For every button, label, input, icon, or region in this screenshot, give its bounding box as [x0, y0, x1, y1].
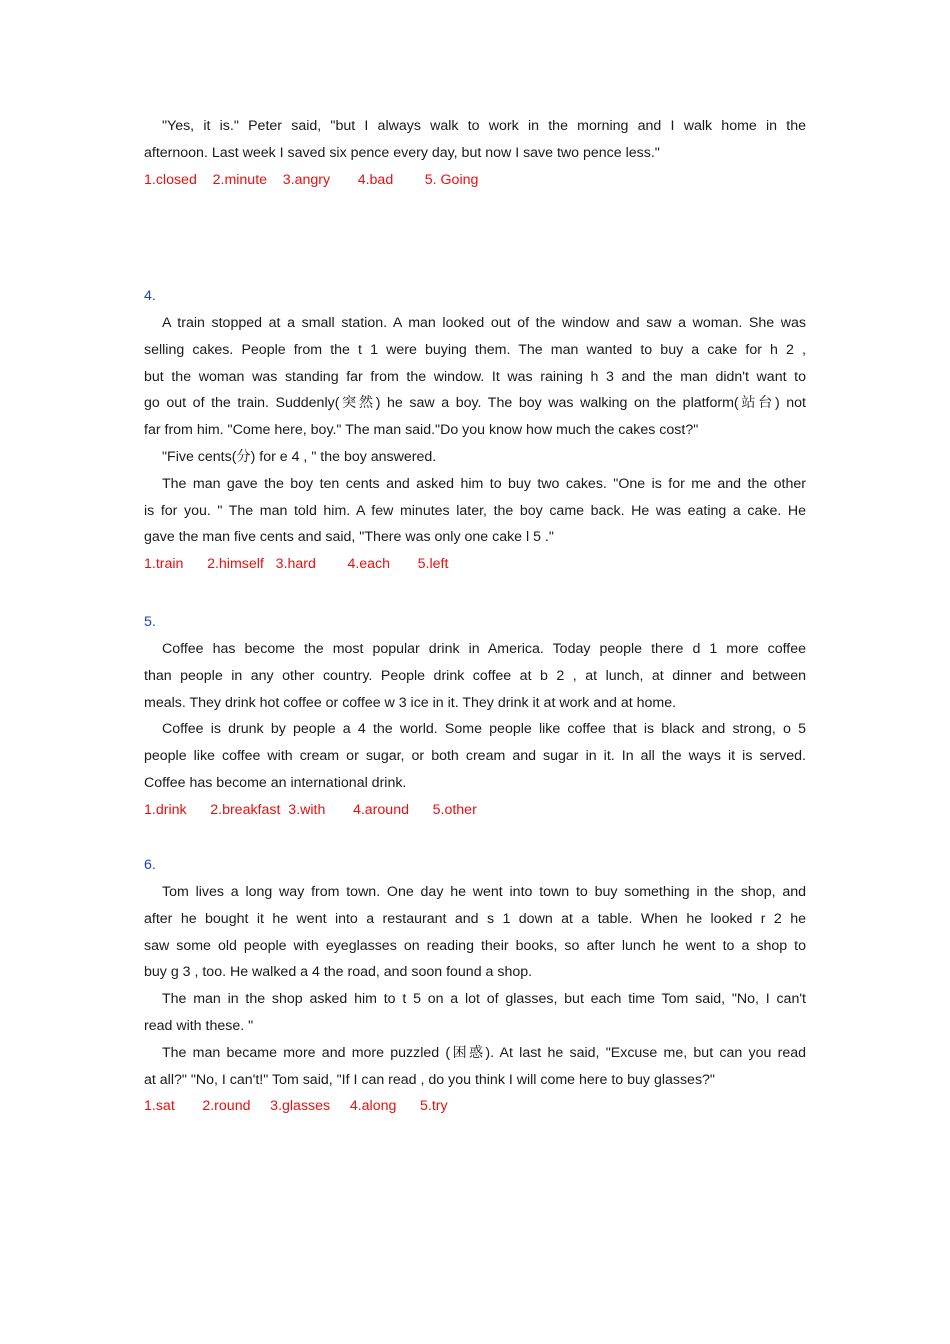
q4-line-5: far from him. "Come here, boy." The man said."Do you know how much the cakes cost?"	[144, 422, 699, 439]
q5-line-3: meals. They drink hot coffee or coffee w 3 ice in it. They drink it at work and at home.	[144, 694, 677, 711]
q6-line-7: The man became more and more puzzled (困惑). At last he said, "Excuse me, but can you read	[162, 1044, 806, 1061]
q4-line-6: "Five cents(分) for e 4 , " the boy answered.	[162, 448, 437, 465]
question-6	[144, 855, 806, 875]
q4-line-8: is for you. " The man told him. A few minutes later, the boy came back. He was eating a cake. He	[144, 502, 806, 519]
q4-line-3: but the woman was standing far from the window. It was raining h 3 and the man didn't want to	[144, 368, 806, 385]
q6-line-5: The man in the shop asked him to t 5 on a lot of glasses, but each time Tom said, "No, I can't	[162, 991, 806, 1008]
q6-line-1: Tom lives a long way from town. One day he went into town to buy something in the shop, and	[162, 884, 806, 900]
q6-answers: 1.sat 2.round 3.glasses 4.along 5.try	[144, 1098, 448, 1115]
q4-line-1: A train stopped at a small station. A man looked out of the window and saw a woman. She was	[162, 315, 806, 331]
q4-line-2: selling cakes. People from the t 1 were buying them. The man wanted to buy a cake for h 2 ,	[144, 341, 806, 358]
q5-line-1: Coffee has become the most popular drink in America. Today people there d 1 more coffee	[162, 641, 806, 657]
q6-line-3: saw some old people with eyeglasses on reading their books, so after lunch he went to a shop to	[144, 937, 806, 954]
q6-line-2: after he bought it he went into a restaurant and s 1 down at a table. When he looked r 2 he	[144, 910, 806, 927]
question-3-continuation	[144, 113, 806, 193]
question-number: 6.	[144, 857, 156, 873]
q4-line-4: go out of the train. Suddenly(突然) he saw a boy. The boy was walking on the platform(站台) not	[144, 395, 806, 412]
q3-answers: 1.closed 2.minute 3.angry 4.bad 5. Going	[144, 171, 479, 188]
question-number: 5.	[144, 614, 156, 630]
question-5	[144, 612, 806, 632]
q4-line-7: The man gave the boy ten cents and asked him to buy two cakes. "One is for me and the other	[162, 475, 806, 492]
q6-line-8: at all?" "No, I can't!" Tom said, "If I can read , do you think I will come here to buy glasses?"	[144, 1071, 715, 1088]
q5-line-5: people like coffee with cream or sugar, or both cream and sugar in it. In all the ways it is served.	[144, 748, 806, 765]
question-number: 4.	[144, 288, 156, 304]
q4-answers: 1.train 2.himself 3.hard 4.each 5.left	[144, 556, 449, 573]
q5-answers: 1.drink 2.breakfast 3.with 4.around 5.other	[144, 801, 477, 818]
question-6-body	[144, 879, 806, 1120]
question-4-body	[144, 310, 806, 578]
q5-line-6: Coffee has become an international drink.	[144, 774, 407, 791]
question-5-body	[144, 636, 806, 824]
q5-line-4: Coffee is drunk by people a 4 the world. Some people like coffee that is black and strong, o 5	[162, 721, 806, 738]
q5-line-2: than people in any other country. People drink coffee at b 2 , at lunch, at dinner and between	[144, 667, 806, 684]
q6-line-6: read with these. "	[144, 1017, 254, 1034]
q3-line-2: afternoon. Last week I saved six pence every day, but now I save two pence less."	[144, 144, 660, 161]
q3-line-1: "Yes, it is." Peter said, "but I always walk to work in the morning and I walk home in the	[162, 118, 806, 134]
q6-line-4: buy g 3 , too. He walked a 4 the road, and soon found a shop.	[144, 964, 533, 981]
q4-line-9: gave the man five cents and said, "There was only one cake l 5 ."	[144, 529, 554, 546]
question-4	[144, 286, 806, 306]
